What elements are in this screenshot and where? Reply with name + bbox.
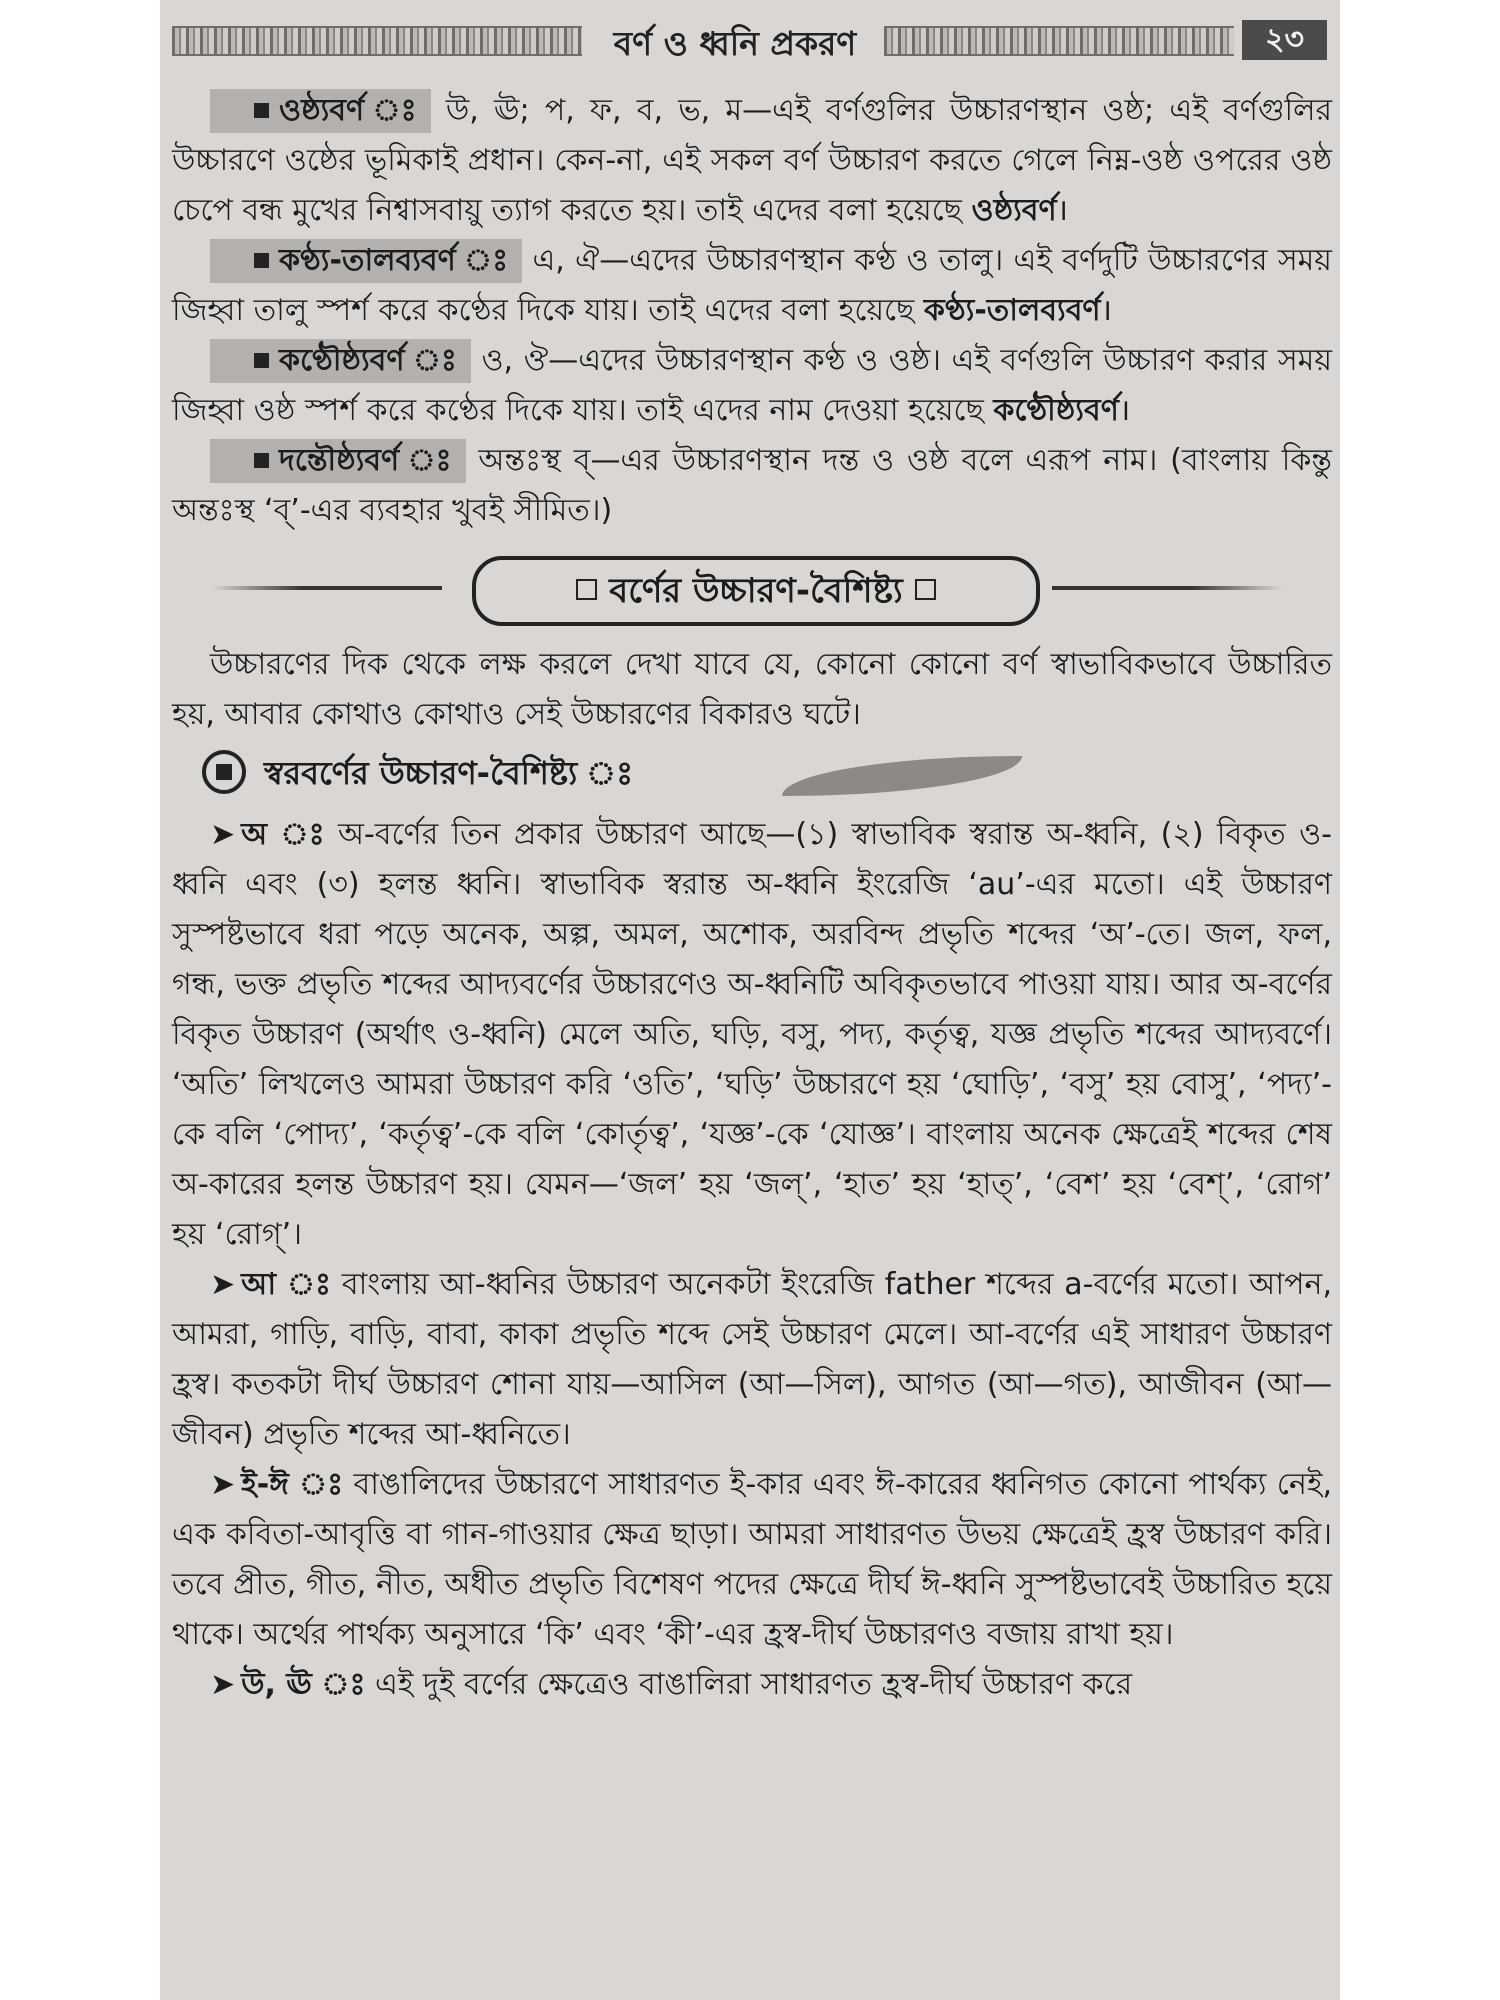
section-heading-text: বর্ণের উচ্চারণ-বৈশিষ্ট্য: [609, 571, 903, 611]
term-label: [210, 339, 471, 383]
item-aa: [172, 1260, 1332, 1460]
hollow-square-icon: [576, 579, 597, 600]
item-text: বাংলায় আ-ধ্বনির উচ্চারণ অনেকটা ইংরেজি father শব্দের a-বর্ণের মতো। আপন, আমরা, গাড়ি, বাড়ি, বাবা, কাকা প্রভৃতি শব্দে সেই উচ্চারণ মেলে। আ-বর্ণের এই সাধারণ উচ্চারণ হ্রস্ব। কতকটা দীর্ঘ উচ্চারণ শোনা যায়—আসিল (আ—সিল), আগত (আ—গত), আজীবন (আ—জীবন) প্রভৃতি শব্দের আ-ধ্বনিতে।: [172, 1267, 1332, 1452]
paragraph-kanthoushthya: [172, 336, 1332, 436]
section-heading: [472, 556, 1040, 626]
leaf-ornament: [782, 756, 1022, 796]
term-label: [210, 89, 431, 133]
page-body: [172, 86, 1332, 1710]
filled-square-icon: [254, 453, 269, 468]
paragraph-dantoushthya: [172, 436, 1332, 536]
paragraph-end: ।: [1118, 393, 1131, 428]
sub-heading-text: স্বরবর্ণের উচ্চারণ-বৈশিষ্ট্য ঃ: [264, 754, 634, 792]
paragraph-end-term: কণ্ঠৌষ্ঠ্যবর্ণ: [993, 393, 1119, 428]
banner-ornament-right: [1052, 586, 1282, 590]
paragraph-text: এ, ঐ—এদের উচ্চারণস্থান কণ্ঠ ও তালু। এই বর্ণদুটি উচ্চারণের সময় জিহ্বা তালু স্পর্শ করে কণ্ঠের দিকে যায়। তাই এদের বলা হয়েছে: [172, 243, 1332, 328]
paragraph-text: অন্তঃস্থ ব্—এর উচ্চারণস্থান দন্ত ও ওষ্ঠ বলে এরূপ নাম। (বাংলায় কিন্তু অন্তঃস্থ ‘ব্’-এর ব্যবহার খুবই সীমিত।): [172, 443, 1332, 528]
term-label: [210, 439, 466, 483]
term-text: ওষ্ঠ্যবর্ণ: [279, 93, 365, 128]
item-u-uu: [172, 1660, 1332, 1710]
item-text: অ-বর্ণের তিন প্রকার উচ্চারণ আছে—(১) স্বাভাবিক স্বরান্ত অ-ধ্বনি, (২) বিকৃত ও-ধ্বনি এবং (৩) হলন্ত ধ্বনি। স্বাভাবিক স্বরান্ত অ-ধ্বনি ইংরেজি ‘au’-এর মতো। এই উচ্চারণ সুস্পষ্টভাবে ধরা পড়ে অনেক, অল্প, অমল, অশোক, অরবিন্দ প্রভৃতি শব্দের ‘অ’-তে। জল, ফল, গন্ধ, ভক্ত প্রভৃতি শব্দের আদ্যবর্ণের উচ্চারণেও অ-ধ্বনিটি অবিকৃতভাবে পাওয়া যায়। আর অ-বর্ণের বিকৃত উচ্চারণ (অর্থাৎ ও-ধ্বনি) মেলে অতি, ঘড়ি, বসু, পদ্য, কর্তৃত্ব, যজ্ঞ প্রভৃতি শব্দের আদ্যবর্ণে। ‘অতি’ লিখলেও আমরা উচ্চারণ করি ‘ওতি’, ‘ঘড়ি’ উচ্চারণে হয় ‘ঘোড়ি’, ‘বসু’ হয় বোসু’, ‘পদ্য’-কে বলি ‘পোদ্য’, ‘কর্তৃত্ব’-কে বলি ‘কোর্তৃত্ব’, ‘যজ্ঞ’-কে ‘যোজ্ঞ’। বাংলায় অনেক ক্ষেত্রেই শব্দের শেষ অ-কারের হলন্ত উচ্চারণ হয়। যেমন—‘জল’ হয় ‘জল্’, ‘হাত’ হয় ‘হাত্’, ‘বেশ’ হয় ‘বেশ্’, ‘রোগ’ হয় ‘রোগ্’।: [172, 817, 1332, 1252]
item-separator: ঃ: [299, 1467, 344, 1502]
circled-square-icon: [202, 750, 246, 794]
item-label: ই-ঈ: [241, 1467, 289, 1502]
item-i-ii: [172, 1460, 1332, 1660]
arrow-right-icon: ➤: [210, 1267, 236, 1302]
arrow-right-icon: ➤: [210, 1467, 236, 1502]
filled-square-icon: [254, 353, 269, 368]
paragraph-end-term: কণ্ঠ্য-তালব্যবর্ণ: [923, 293, 1101, 328]
paragraph-text: উ, ঊ; প, ফ, ব, ভ, ম—এই বর্ণগুলির উচ্চারণস্থান ওষ্ঠ; এই বর্ণগুলির উচ্চারণে ওষ্ঠের ভূমিকাই প্রধান। কেন-না, এই সকল বর্ণ উচ্চারণ করতে গেলে নিম্ন-ওষ্ঠ ওপরের ওষ্ঠ চেপে বন্ধ মুখের নিশ্বাসবায়ু ত্যাগ করতে হয়। তাই এদের বলা হয়েছে: [172, 93, 1332, 228]
term-label: [210, 239, 522, 283]
page-number: ২৩: [1242, 20, 1327, 60]
chapter-title: বর্ণ ও ধ্বনি প্রকরণ: [613, 24, 857, 63]
item-label: আ: [241, 1267, 277, 1302]
filled-square-icon: [254, 253, 269, 268]
paragraph-end: ।: [1100, 293, 1112, 328]
paragraph-kanthya-talabya: [172, 236, 1332, 336]
term-text: কণ্ঠৌষ্ঠ্যবর্ণ: [279, 343, 405, 378]
paragraph-end-term: ওষ্ঠ্যবর্ণ: [971, 193, 1057, 228]
arrow-right-icon: ➤: [210, 1667, 236, 1702]
sub-heading: [172, 744, 1332, 804]
term-text: দন্তৌষ্ঠ্যবর্ণ: [279, 443, 400, 478]
item-separator: ঃ: [321, 1667, 366, 1702]
paragraph-text: ও, ঔ—এদের উচ্চারণস্থান কণ্ঠ ও ওষ্ঠ। এই বর্ণগুলি উচ্চারণ করার সময় জিহ্বা ওষ্ঠ স্পর্শ করে কণ্ঠের দিকে যায়। তাই এদের নাম দেওয়া হয়েছে: [172, 343, 1332, 428]
header-ornament-right: [884, 26, 1234, 56]
filled-square-icon: [254, 103, 269, 118]
item-separator: ঃ: [280, 817, 325, 852]
paragraph-end: ।: [1056, 193, 1069, 228]
intro-paragraph: উচ্চারণের দিক থেকে লক্ষ করলে দেখা যাবে যে, কোনো কোনো বর্ণ স্বাভাবিকভাবে উচ্চারিত হয়, আবার কোথাও কোথাও সেই উচ্চারণের বিকারও ঘটে।: [172, 647, 1332, 732]
arrow-right-icon: ➤: [210, 817, 236, 852]
item-text: বাঙালিদের উচ্চারণে সাধারণত ই-কার এবং ঈ-কারের ধ্বনিগত কোনো পার্থক্য নেই, এক কবিতা-আবৃত্তি বা গান-গাওয়ার ক্ষেত্র ছাড়া। আমরা সাধারণত উভয় ক্ষেত্রেই হ্রস্ব উচ্চারণ করি। তবে প্রীত, গীত, নীত, অধীত প্রভৃতি বিশেষণ পদের ক্ষেত্রে দীর্ঘ ঈ-ধ্বনি সুস্পষ্টভাবেই উচ্চারিত হয়ে থাকে। অর্থের পার্থক্য অনুসারে ‘কি’ এবং ‘কী’-এর হ্রস্ব-দীর্ঘ উচ্চারণও বজায় রাখা হয়।: [172, 1467, 1332, 1652]
item-text: এই দুই বর্ণের ক্ষেত্রেও বাঙালিরা সাধারণত হ্রস্ব-দীর্ঘ উচ্চারণ করে: [375, 1667, 1133, 1702]
hollow-square-icon: [915, 579, 936, 600]
paragraph-oshthya: [172, 86, 1332, 236]
banner-ornament-left: [212, 586, 442, 590]
term-text: কণ্ঠ্য-তালব্যবর্ণ: [279, 243, 456, 278]
item-label: উ, ঊ: [241, 1667, 312, 1702]
item-separator: ঃ: [286, 1267, 332, 1302]
header-ornament-left: [172, 26, 582, 56]
running-header: [172, 14, 1327, 62]
section-heading-banner: [172, 548, 1332, 630]
item-a: [172, 810, 1332, 1260]
item-label: অ: [241, 817, 268, 852]
book-page: [160, 0, 1340, 2000]
